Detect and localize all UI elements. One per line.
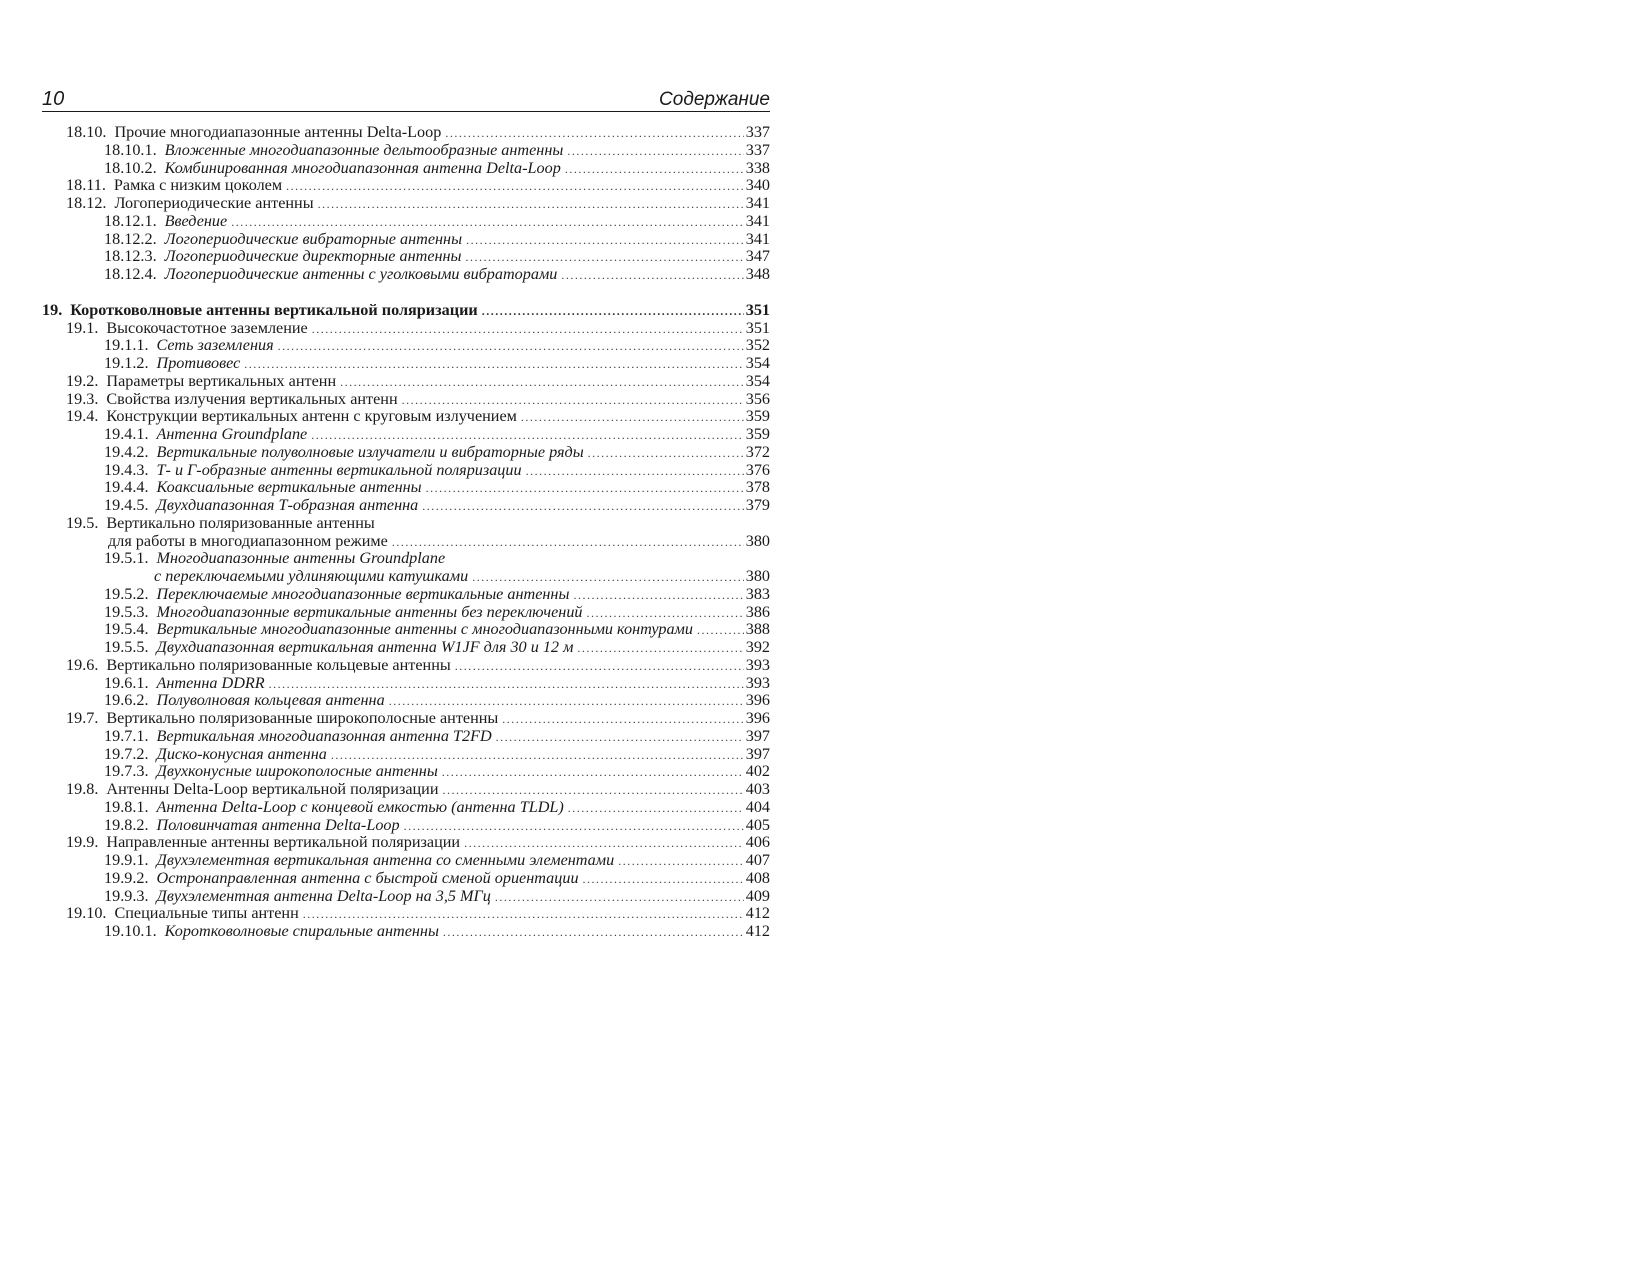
toc-page-number: 383 bbox=[745, 584, 770, 603]
toc-page-number: 378 bbox=[745, 478, 770, 497]
toc-entry-number: 18.10.1. bbox=[104, 140, 157, 159]
toc-entry[interactable] bbox=[42, 870, 770, 888]
toc-page-number: 348 bbox=[745, 265, 770, 283]
toc-entry[interactable] bbox=[42, 497, 770, 515]
toc-entry[interactable] bbox=[42, 746, 770, 764]
toc-entry-title: Двухэлементная вертикальная антенна со сменными элементами bbox=[156, 851, 615, 869]
toc-dot-leader bbox=[318, 196, 744, 214]
toc-entry[interactable] bbox=[42, 515, 770, 533]
toc-entry[interactable] bbox=[42, 799, 770, 817]
toc-entry-title: Остронаправленная антенна с быстрой сменой ориентации bbox=[156, 868, 579, 887]
toc-entry[interactable] bbox=[42, 248, 770, 266]
toc-page-number: 392 bbox=[745, 638, 770, 656]
toc-entry[interactable] bbox=[42, 426, 770, 444]
toc-entry-title: Диско-конусная антенна bbox=[156, 744, 327, 763]
toc-entry-title: Логопериодические директорные антенны bbox=[164, 247, 462, 266]
toc-entry-number: 19.6. bbox=[66, 655, 99, 674]
toc-entry[interactable] bbox=[42, 160, 770, 178]
toc-page-number: 412 bbox=[745, 904, 770, 923]
toc-entry[interactable] bbox=[42, 568, 770, 586]
toc-entry-number: 18.12. bbox=[66, 194, 107, 212]
toc-page-number: 341 bbox=[745, 229, 770, 248]
toc-entry[interactable] bbox=[42, 888, 770, 906]
toc-dot-leader bbox=[495, 889, 744, 907]
toc-entry-number: 18.12.3. bbox=[104, 247, 157, 266]
toc-entry-number: 19.9.2. bbox=[104, 868, 149, 887]
toc-entry-number: 18.12.2. bbox=[104, 229, 157, 248]
toc-entry-title: Переключаемые многодиапазонные вертикальные антенны bbox=[156, 584, 570, 603]
toc-dot-leader bbox=[455, 658, 744, 676]
toc-entry-title: Антенна DDRR bbox=[156, 673, 265, 692]
toc-entry-title: Антенна Groundplane bbox=[156, 425, 308, 443]
toc-page-number: 356 bbox=[745, 389, 770, 408]
toc-page-number: 386 bbox=[745, 602, 770, 621]
toc-page-number: 380 bbox=[745, 567, 770, 585]
toc-page-number: 352 bbox=[745, 336, 770, 355]
toc-entry[interactable] bbox=[42, 231, 770, 249]
toc-entry[interactable] bbox=[42, 142, 770, 160]
toc-page-number: 359 bbox=[745, 407, 770, 426]
toc-entry-title: с переключаемыми удлиняющими катушками bbox=[154, 567, 469, 585]
toc-dot-leader bbox=[573, 587, 743, 605]
toc-page-number: 341 bbox=[745, 211, 770, 230]
toc-entry[interactable] bbox=[42, 320, 770, 338]
toc-page-number: 354 bbox=[745, 371, 770, 390]
toc-entry-title: Коаксиальные вертикальные антенны bbox=[156, 478, 422, 497]
toc-entry-title: Вертикальные полуволновые излучатели и вибраторные ряды bbox=[156, 442, 584, 461]
toc-dot-leader bbox=[588, 445, 744, 463]
toc-entry[interactable] bbox=[42, 195, 770, 213]
toc-entry[interactable] bbox=[42, 355, 770, 373]
toc-entry-title: Вертикально поляризованные широкополосные антенны bbox=[106, 709, 499, 727]
toc-entry-number: 19.6.1. bbox=[104, 673, 149, 692]
toc-entry-title: Вертикально поляризованные кольцевые антенны bbox=[106, 655, 451, 674]
toc-entry-title: Коротковолновые спиральные антенны bbox=[164, 922, 439, 940]
toc-entry[interactable] bbox=[42, 391, 770, 409]
toc-dot-leader bbox=[577, 640, 743, 658]
running-header-title: Содержание bbox=[659, 89, 770, 110]
toc-dot-leader bbox=[422, 498, 743, 516]
toc-entry-title: Свойства излучения вертикальных антенн bbox=[106, 389, 398, 408]
toc-dot-leader bbox=[565, 161, 744, 179]
toc-entry-number: 19.4.2. bbox=[104, 442, 149, 461]
toc-entry-number: 19.1.1. bbox=[104, 336, 149, 355]
toc-dot-leader bbox=[521, 409, 744, 427]
toc-entry-number: 19.1.2. bbox=[104, 354, 149, 372]
toc-entry-title: Введение bbox=[164, 211, 228, 230]
toc-entry-number: 19.5.2. bbox=[104, 584, 149, 603]
toc-entry-number: 18.10.2. bbox=[104, 158, 157, 177]
toc-dot-leader bbox=[312, 321, 744, 339]
toc-entry[interactable] bbox=[42, 763, 770, 781]
toc-entry-number: 19. bbox=[42, 300, 63, 319]
toc-entry[interactable] bbox=[42, 781, 770, 799]
toc-entry-title: Двухконусные широкополосные антенны bbox=[156, 762, 438, 781]
toc-entry[interactable] bbox=[42, 177, 770, 195]
toc-entry-title: Двухдиапазонная Т-образная антенна bbox=[156, 496, 419, 514]
toc-page-number: 396 bbox=[745, 709, 770, 727]
toc-entry-number: 19.5.3. bbox=[104, 602, 149, 621]
toc-entry[interactable] bbox=[42, 728, 770, 746]
toc-entry-number: 19.5.4. bbox=[104, 620, 149, 639]
toc-page-number: 402 bbox=[745, 762, 770, 781]
toc-entry-title: Логопериодические антенны bbox=[114, 194, 314, 212]
toc-entry[interactable] bbox=[42, 923, 770, 941]
toc-dot-leader bbox=[286, 178, 744, 196]
toc-page-number: 359 bbox=[745, 425, 770, 443]
toc-entry-title: Логопериодические вибраторные антенны bbox=[164, 229, 463, 248]
toc-entry-title: Двухдиапазонная вертикальная антенна W1JF для 30 и 12 м bbox=[156, 638, 574, 656]
toc-dot-leader bbox=[426, 480, 744, 498]
toc-entry[interactable] bbox=[42, 533, 770, 551]
toc-entry[interactable] bbox=[42, 710, 770, 728]
toc-entry[interactable] bbox=[42, 604, 770, 622]
toc-entry[interactable] bbox=[42, 408, 770, 426]
toc-entry-number: 19.8.1. bbox=[104, 797, 149, 816]
toc-entry[interactable] bbox=[42, 817, 770, 835]
toc-dot-leader bbox=[443, 924, 744, 942]
toc-entry[interactable] bbox=[42, 586, 770, 604]
toc-entry-number: 19.4. bbox=[66, 407, 99, 426]
toc-entry-number: 19.7.1. bbox=[104, 726, 149, 745]
toc-entry-title: Специальные типы антенн bbox=[114, 904, 299, 923]
toc-dot-leader bbox=[442, 764, 744, 782]
toc-entry-number: 19.7.3. bbox=[104, 762, 149, 781]
toc-entry-title: Сеть заземления bbox=[156, 336, 274, 355]
toc-entry-number: 19.5. bbox=[66, 513, 99, 532]
toc-entry[interactable] bbox=[42, 639, 770, 657]
toc-dot-leader bbox=[482, 303, 744, 321]
toc-entry-title: Вертикальная многодиапазонная антенна T2FD bbox=[156, 726, 492, 745]
toc-entry[interactable] bbox=[42, 657, 770, 675]
toc-entry-number: 19.9. bbox=[66, 833, 99, 852]
toc-dot-leader bbox=[561, 267, 743, 285]
toc-entry-title: Полуволновая кольцевая антенна bbox=[156, 691, 385, 710]
page-number: 10 bbox=[42, 88, 65, 110]
toc-gap bbox=[42, 284, 770, 302]
toc-entry[interactable] bbox=[42, 213, 770, 231]
toc-entry-number: 19.9.1. bbox=[104, 851, 149, 869]
toc-page-number: 338 bbox=[745, 158, 770, 177]
toc-entry-number: 19.2. bbox=[66, 371, 99, 390]
toc-dot-leader bbox=[567, 143, 743, 161]
toc-entry[interactable] bbox=[42, 905, 770, 923]
toc-entry-title: Логопериодические антенны с уголковыми вибраторами bbox=[164, 265, 558, 283]
toc-page-number: 404 bbox=[745, 797, 770, 816]
toc-entry[interactable] bbox=[42, 373, 770, 391]
toc-page-number: 393 bbox=[745, 673, 770, 692]
toc-dot-leader bbox=[697, 622, 744, 640]
toc-entry-title: Конструкции вертикальных антенн с круговым излучением bbox=[106, 407, 517, 426]
toc-dot-leader bbox=[526, 463, 744, 481]
toc-entry[interactable] bbox=[42, 692, 770, 710]
toc-dot-leader bbox=[496, 729, 744, 747]
toc-page-number: 379 bbox=[745, 496, 770, 514]
toc-entry-title: Противовес bbox=[156, 354, 241, 372]
toc-entry-number: 19.10.1. bbox=[104, 922, 157, 940]
toc-entry[interactable] bbox=[42, 479, 770, 497]
toc-dot-leader bbox=[583, 871, 744, 889]
toc-entry-title: Рамка с низким цоколем bbox=[113, 176, 283, 195]
toc-entry[interactable] bbox=[42, 675, 770, 693]
toc-dot-leader bbox=[231, 214, 744, 232]
toc-entry-title: Антенна Delta-Loop с концевой емкостью (антенна TLDL) bbox=[156, 797, 564, 816]
running-header bbox=[42, 80, 770, 112]
toc-entry-number: 19.7. bbox=[66, 709, 99, 727]
toc-dot-leader bbox=[618, 853, 744, 871]
toc-entry[interactable] bbox=[42, 337, 770, 355]
toc-entry-number: 18.11. bbox=[66, 176, 106, 195]
toc-dot-leader bbox=[278, 338, 744, 356]
toc-dot-leader bbox=[466, 232, 744, 250]
toc-entry[interactable] bbox=[42, 550, 770, 568]
toc-entry-title: Половинчатая антенна Delta-Loop bbox=[156, 815, 400, 834]
toc-page-number: 337 bbox=[745, 140, 770, 159]
toc-entry-number: 19.8.2. bbox=[104, 815, 149, 834]
toc-page-number: 376 bbox=[745, 460, 770, 479]
toc-entry-title: Направленные антенны вертикальной поляризации bbox=[106, 833, 461, 852]
toc-entry[interactable] bbox=[42, 852, 770, 870]
toc-entry-number: 19.4.3. bbox=[104, 460, 149, 479]
toc-entry-title: Прочие многодиапазонные антенны Delta-Loop bbox=[114, 123, 442, 141]
toc-entry-title: Параметры вертикальных антенн bbox=[106, 371, 337, 390]
toc-page-number: 393 bbox=[745, 655, 770, 674]
toc-page-number: 403 bbox=[745, 780, 770, 798]
toc-entry-title: Многодиапазонные вертикальные антенны без переключений bbox=[156, 602, 583, 621]
toc-entry-number: 19.4.5. bbox=[104, 496, 149, 514]
toc-entry-number: 19.3. bbox=[66, 389, 99, 408]
toc-page-number: 354 bbox=[745, 354, 770, 372]
toc-page-number: 340 bbox=[745, 176, 770, 195]
toc-entry-title: Высокочастотное заземление bbox=[106, 318, 308, 337]
toc-entry-number: 19.5.5. bbox=[104, 638, 149, 656]
toc-page-number: 347 bbox=[745, 247, 770, 266]
toc-page-number: 408 bbox=[745, 868, 770, 887]
toc-entry[interactable] bbox=[42, 302, 770, 320]
toc-page-number: 407 bbox=[745, 851, 770, 869]
toc-entry-number: 19.7.2. bbox=[104, 744, 149, 763]
toc-dot-leader bbox=[340, 374, 744, 392]
toc-page-number: 405 bbox=[745, 815, 770, 834]
toc-entry-title: Вертикально поляризованные антенны bbox=[106, 513, 375, 532]
toc-entry[interactable] bbox=[42, 124, 770, 142]
toc-page-number: 380 bbox=[745, 531, 770, 550]
toc-entry-number: 19.1. bbox=[66, 318, 99, 337]
toc-entry-number: 18.10. bbox=[66, 123, 107, 141]
table-of-contents bbox=[42, 124, 770, 941]
toc-entry-title: для работы в многодиапазонном режиме bbox=[108, 531, 388, 550]
toc-entry-title: Комбинированная многодиапазонная антенна Delta-Loop bbox=[164, 158, 561, 177]
toc-entry-title: Антенны Delta-Loop вертикальной поляризации bbox=[106, 780, 439, 798]
toc-page-number: 341 bbox=[745, 194, 770, 212]
toc-dot-leader bbox=[568, 800, 744, 818]
toc-entry[interactable] bbox=[42, 462, 770, 480]
toc-entry[interactable] bbox=[42, 266, 770, 284]
toc-dot-leader bbox=[502, 711, 743, 729]
toc-page-number: 351 bbox=[745, 300, 770, 319]
book-page bbox=[42, 80, 770, 941]
toc-entry-number: 19.10. bbox=[66, 904, 107, 923]
toc-page-number: 337 bbox=[745, 123, 770, 141]
toc-entry-title: Двухэлементная антенна Delta-Loop на 3,5 МГц bbox=[156, 886, 491, 905]
toc-page-number: 397 bbox=[745, 744, 770, 763]
toc-entry-number: 18.12.4. bbox=[104, 265, 157, 283]
toc-page-number: 396 bbox=[745, 691, 770, 710]
toc-entry-number: 19.4.1. bbox=[104, 425, 149, 443]
toc-entry[interactable] bbox=[42, 834, 770, 852]
toc-entry-title: Вертикальные многодиапазонные антенны с многодиапазонными контурами bbox=[156, 620, 693, 639]
toc-entry-title: Коротковолновые антенны вертикальной поляризации bbox=[70, 300, 478, 319]
toc-entry-title: Вложенные многодиапазонные дельтообразные антенны bbox=[164, 140, 564, 159]
toc-page-number: 397 bbox=[745, 726, 770, 745]
toc-entry-title: Многодиапазонные антенны Groundplane bbox=[156, 549, 446, 568]
toc-entry-number: 19.5.1. bbox=[104, 549, 149, 568]
toc-entry-title: Т- и Г-образные антенны вертикальной поляризации bbox=[156, 460, 522, 479]
toc-page-number: 412 bbox=[745, 922, 770, 940]
toc-entry-number: 18.12.1. bbox=[104, 211, 157, 230]
toc-entry-number: 19.4.4. bbox=[104, 478, 149, 497]
toc-page-number: 372 bbox=[745, 442, 770, 461]
toc-page-number: 406 bbox=[745, 833, 770, 852]
toc-page-number: 388 bbox=[745, 620, 770, 639]
toc-entry-number: 19.8. bbox=[66, 780, 99, 798]
toc-page-number: 409 bbox=[745, 886, 770, 905]
toc-entry[interactable] bbox=[42, 444, 770, 462]
toc-entry-number: 19.6.2. bbox=[104, 691, 149, 710]
toc-entry[interactable] bbox=[42, 621, 770, 639]
toc-entry-number: 19.9.3. bbox=[104, 886, 149, 905]
toc-page-number: 351 bbox=[745, 318, 770, 337]
